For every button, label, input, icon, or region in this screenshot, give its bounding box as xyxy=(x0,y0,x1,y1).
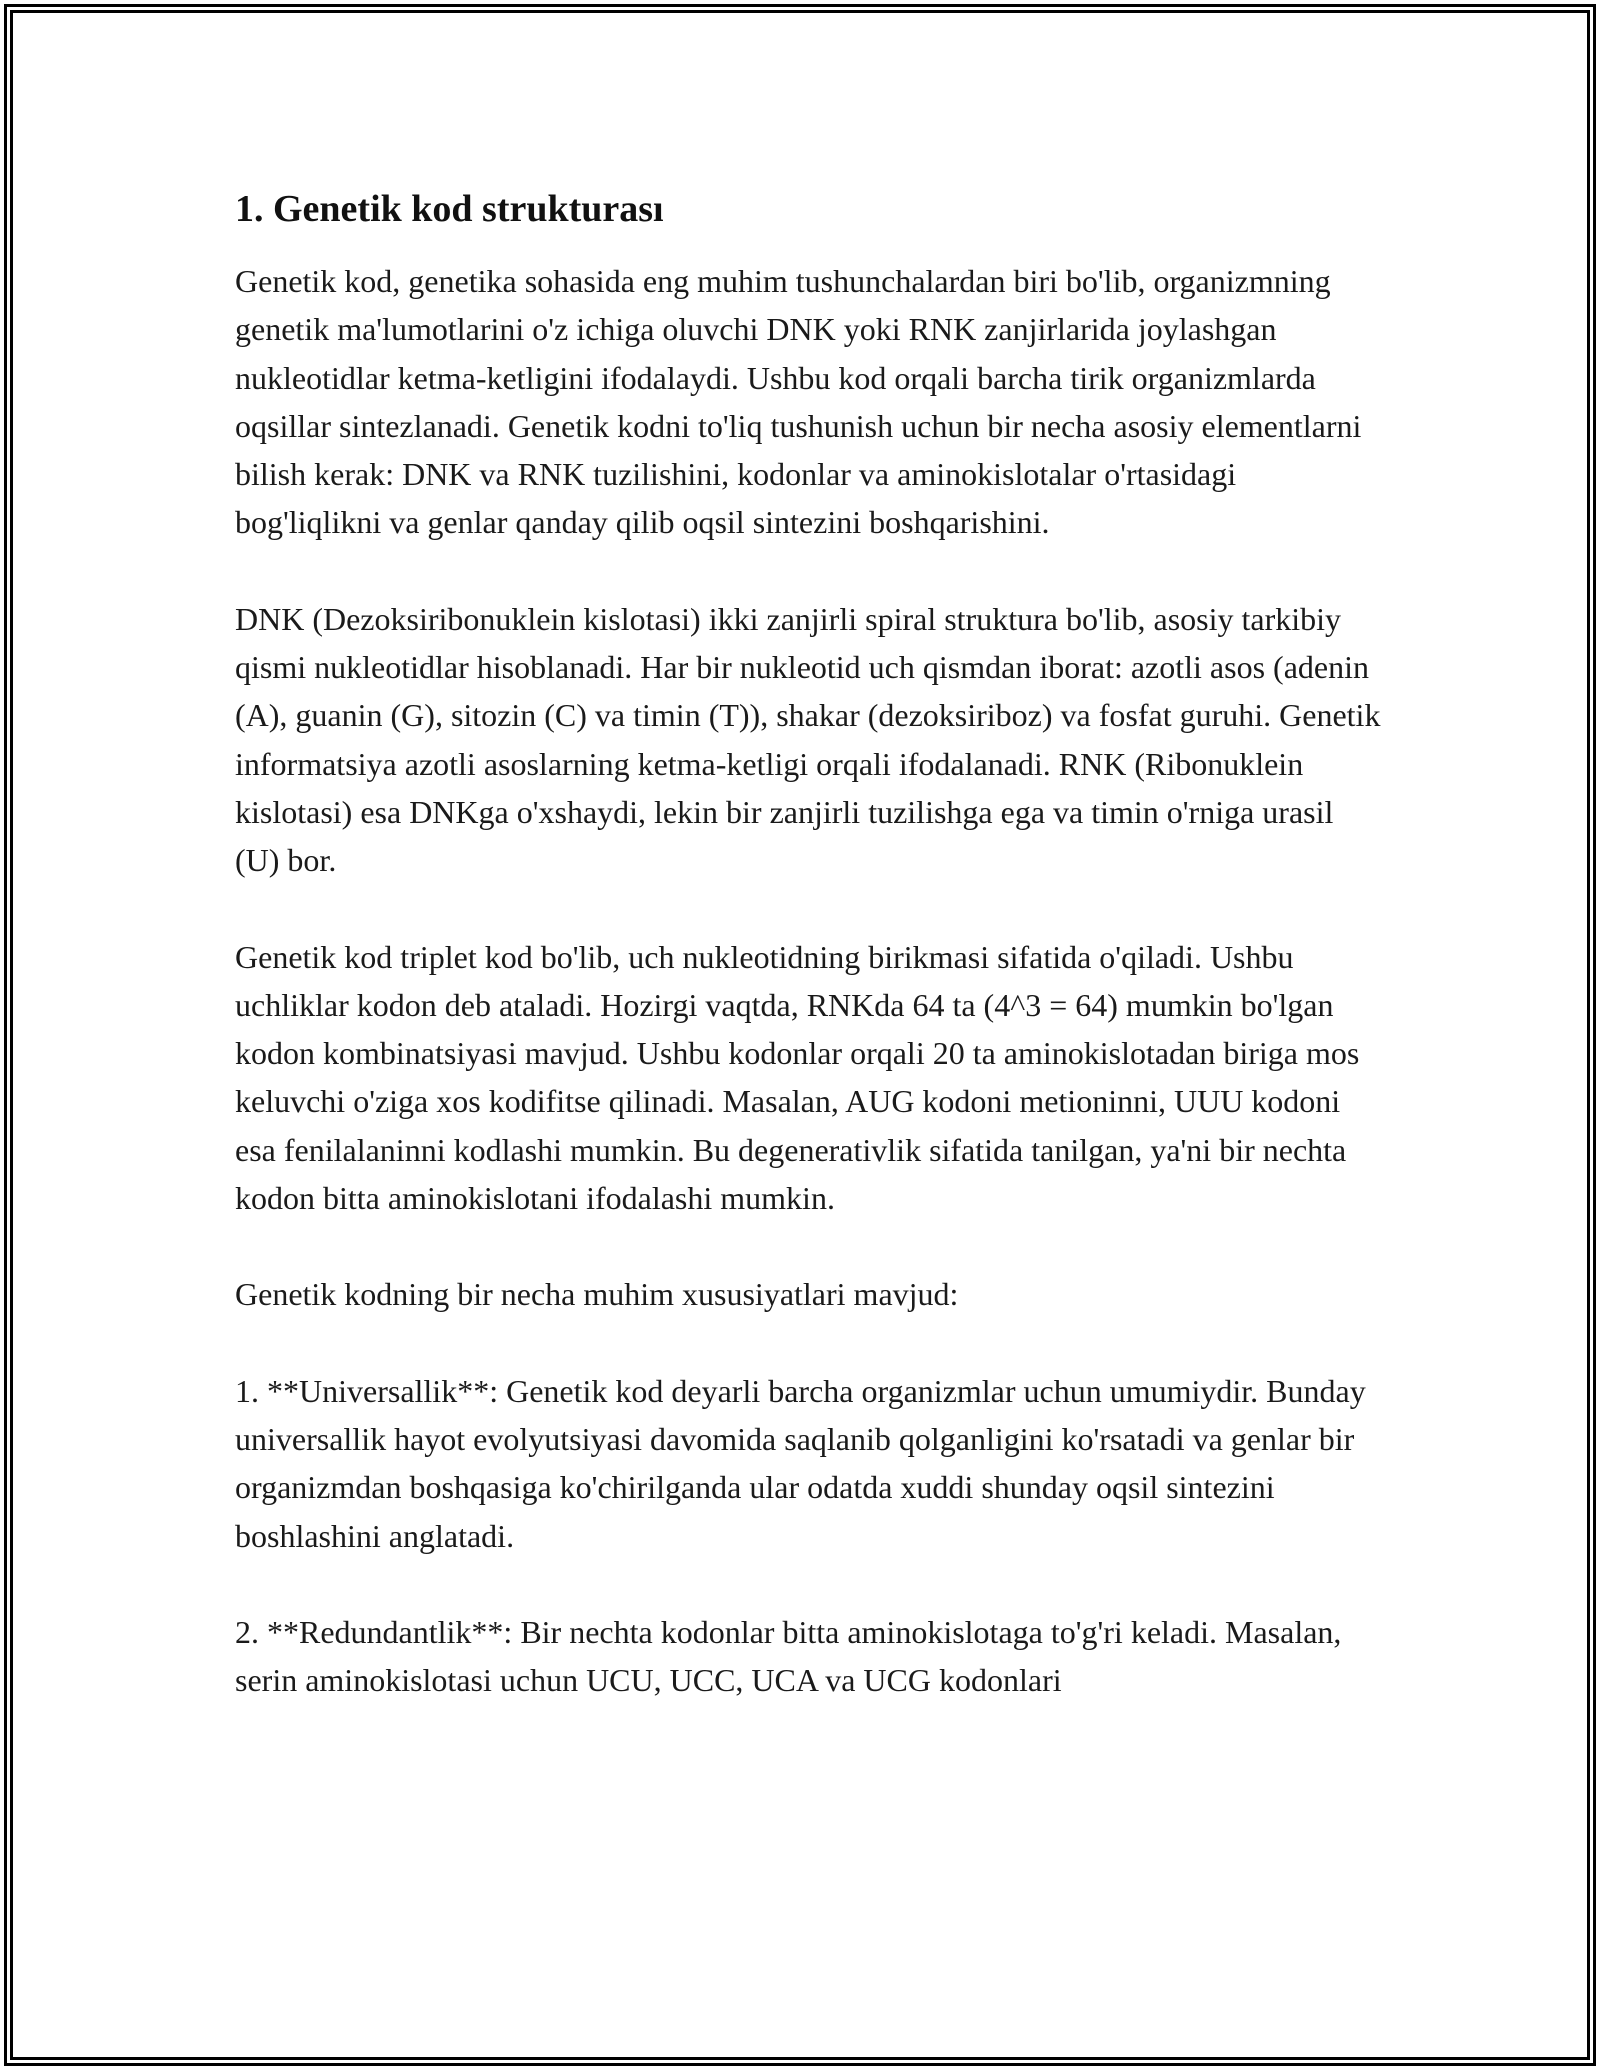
document-body xyxy=(235,185,1385,1704)
paragraph-intro: Genetik kod, genetika sohasida eng muhim tushunchalardan biri bo'lib, organizmning genetik ma'lumotlarini o'z ichiga oluvchi DNK yoki RNK zanjirlarida joylashgan nukleotidlar ketma-ketligini ifodalaydi. Ushbu kod orqali barcha tirik organizmlarda oqsillar sintezlanadi. Genetik kodni to'liq tushunish uchun bir necha asosiy elementlarni bilish kerak: DNK va RNK tuzilishini, kodonlar va aminokislotalar o'rtasidagi bog'liqlikni va genlar qanday qilib oqsil sintezini boshqarishini. xyxy=(235,263,1362,541)
paragraph-triplet-code: Genetik kod triplet kod bo'lib, uch nukleotidning birikmasi sifatida o'qiladi. Ushbu uchliklar kodon deb ataladi. Hozirgi vaqtda, RNKda 64 ta (4^3 = 64) mumkin bo'lgan kodon kombinatsiyasi mavjud. Ushbu kodonlar orqali 20 ta aminokislotadan biriga mos keluvchi o'ziga xos kodifitse qilinadi. Masalan, AUG kodoni metioninni, UUU kodoni esa fenilalaninni kodlashi mumkin. Bu degenerativlik sifatida tanilgan, ya'ni bir nechta kodon bitta aminokislotani ifodalashi mumkin. xyxy=(235,938,1360,1217)
paragraph-universality: 1. **Universallik**: Genetik kod deyarli barcha organizmlar uchun umumiydir. Bunday universallik hayot evolyutsiyasi davomida saqlanib qolganligini ko'rsatadi va genlar bir organizmdan boshqasiga ko'chirilganda ular odatda xuddi shunday oqsil sintezini boshlashini anglatadi. xyxy=(235,1372,1366,1554)
paragraph-properties-intro: Genetik kodning bir necha muhim xususiyatlari mavjud: xyxy=(235,1276,959,1313)
paragraph-dna-rna: DNK (Dezoksiribonuklein kislotasi) ikki zanjirli spiral struktura bo'lib, asosiy tarkibiy qismi nukleotidlar hisoblanadi. Har bir nukleotid uch qismdan iborat: azotli asos (adenin (A), guanin (G), sitozin (C) va timin (T)), shakar (dezoksiriboz) va fosfat guruhi. Genetik informatsiya azotli asoslarning ketma-ketligi orqali ifodalanadi. RNK (Ribonuklein kislotasi) esa DNKga o'xshaydi, lekin bir zanjirli tuzilishga ega va timin o'rniga urasil (U) bor. xyxy=(235,600,1381,879)
paragraph-redundancy: 2. **Redundantlik**: Bir nechta kodonlar bitta aminokislotaga to'g'ri keladi. Masalan, serin aminokislotasi uchun UCU, UCC, UCA va UCG kodonlari xyxy=(235,1613,1342,1699)
section-heading: 1. Genetik kod strukturası xyxy=(235,188,664,230)
